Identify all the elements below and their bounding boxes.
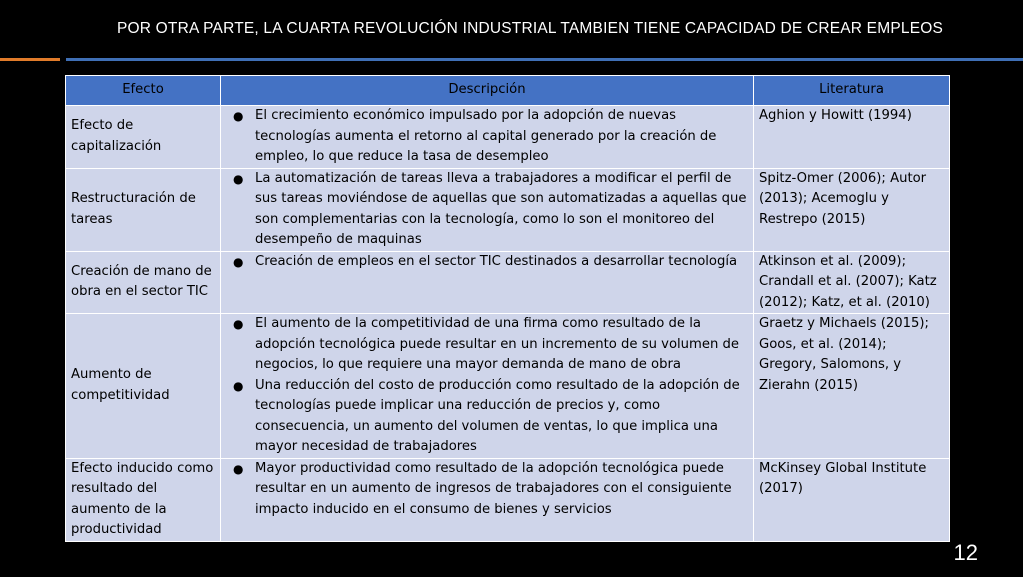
description-cell [221, 106, 754, 169]
literature-cell: McKinsey Global Institute (2017) [754, 458, 950, 541]
effect-cell: Efecto inducido como resultado del aumento de la productividad [66, 458, 221, 541]
header-efecto: Efecto [66, 76, 221, 106]
header-literatura: Literatura [754, 76, 950, 106]
description-cell [221, 458, 754, 541]
page-number: 12 [953, 540, 978, 565]
bullet-icon: ● [233, 254, 244, 269]
bullet-icon: ● [233, 461, 244, 476]
slide-title: POR OTRA PARTE, LA CUARTA REVOLUCIÓN INDUSTRIAL TAMBIEN TIENE CAPACIDAD DE CREAR EMPLEOS [116, 20, 944, 37]
description-cell [221, 251, 754, 314]
effect-cell: Restructuración de tareas [66, 168, 221, 251]
table-row [66, 458, 950, 541]
description-cell [221, 314, 754, 459]
description-bullet: ● Una reducción del costo de producción como resultado de la adopción de tecnologías puede implicar una reducción de precios y, como consecuencia, un aumento del volumen de ventas, lo que implica una mayor necesidad de trabajadores [233, 377, 740, 454]
description-cell [221, 168, 754, 251]
table-row [66, 106, 950, 169]
description-bullet: ● La automatización de tareas lleva a trabajadores a modificar el perfil de sus tareas moviéndose de aquellas que son automatizadas a aquellas que son complementarias con la tecnología, como lo son el monitoreo del desempeño de maquinas [233, 170, 747, 247]
table-row [66, 168, 950, 251]
effect-cell: Efecto de capitalización [66, 106, 221, 169]
description-bullet: ● El aumento de la competitividad de una firma como resultado de la adopción tecnológica puede resultar en un incremento de su volumen de negocios, lo que requiere una mayor demanda de mano de obra [233, 316, 740, 372]
table-header-row [66, 76, 950, 106]
bullet-icon: ● [233, 317, 244, 331]
title-rule-blue [66, 58, 1023, 61]
literature-cell: Aghion y Howitt (1994) [754, 106, 950, 169]
literature-cell: Spitz-Omer (2006); Autor (2013); Acemoglu y Restrepo (2015) [754, 168, 950, 251]
header-descripcion: Descripción [221, 76, 754, 106]
effect-cell: Creación de mano de obra en el sector TIC [66, 251, 221, 314]
effects-table [65, 75, 950, 542]
title-rule-orange [0, 58, 60, 61]
effect-cell: Aumento de competitividad [66, 314, 221, 459]
description-bullet: ● El crecimiento económico impulsado por la adopción de nuevas tecnologías aumenta el retorno al capital generado por la creación de empleo, lo que reduce la tasa de desempleo [233, 108, 717, 164]
description-bullet: ● Creación de empleos en el sector TIC destinados a desarrollar tecnología [226, 252, 748, 273]
table-row [66, 314, 950, 459]
literature-cell: Graetz y Michaels (2015); Goos, et al. (2014); Gregory, Salomons, y Zierahn (2015) [754, 314, 950, 459]
literature-cell: Atkinson et al. (2009); Crandall et al. (2007); Katz (2012); Katz, et al. (2010) [754, 251, 950, 314]
bullet-icon: ● [233, 378, 244, 393]
table-row [66, 251, 950, 314]
bullet-icon: ● [233, 171, 244, 186]
bullet-icon: ● [233, 109, 244, 123]
description-bullet: ● Mayor productividad como resultado de la adopción tecnológica puede resultar en un aumento de ingresos de trabajadores con el consiguiente impacto inducido en el consumo de bienes y servicios [233, 460, 732, 517]
